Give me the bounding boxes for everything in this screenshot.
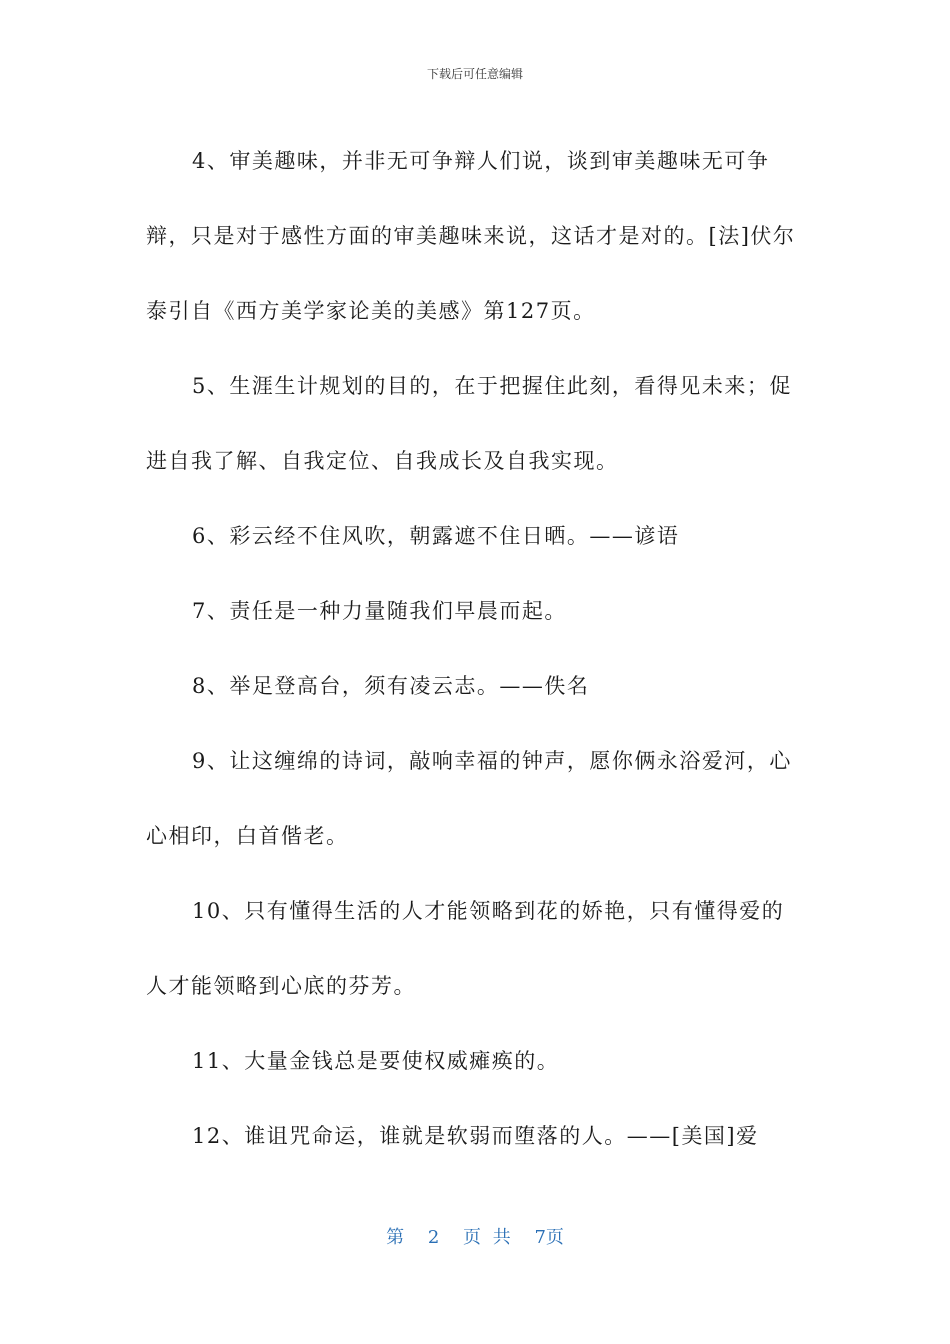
footer-current-page: 2 xyxy=(427,1227,440,1248)
footer-label-of: 页 共 xyxy=(463,1227,511,1248)
page-footer xyxy=(0,1226,950,1250)
page-header: 下载后可任意编辑 xyxy=(426,67,523,81)
paragraph-12: 12、谁诅咒命运，谁就是软弱而堕落的人。——[美国]爱 xyxy=(192,1124,759,1148)
paragraph-11: 11、大量金钱总是要使权威瘫痪的。 xyxy=(192,1049,560,1073)
footer-label-page: 第 xyxy=(386,1227,405,1248)
document-body xyxy=(146,124,806,1174)
paragraph-5: 5、生涯生计规划的目的，在于把握住此刻，看得见未来；促进自我了解、自我定位、自我成长及自我实现。 xyxy=(146,374,792,473)
paragraph-8: 8、举足登高台，须有凌云志。——佚名 xyxy=(192,674,590,698)
paragraph-10: 10、只有懂得生活的人才能领略到花的娇艳，只有懂得爱的人才能领略到心底的芬芳。 xyxy=(146,899,785,998)
paragraph-4: 4、审美趣味，并非无可争辩人们说，谈到审美趣味无可争辩，只是对于感性方面的审美趣味来说，这话才是对的。[法]伏尔泰引自《西方美学家论美的美感》第127页。 xyxy=(146,149,796,323)
paragraph-9: 9、让这缠绵的诗词，敲响幸福的钟声，愿你俩永浴爱河，心心相印，白首偕老。 xyxy=(146,749,792,848)
paragraph-7: 7、责任是一种力量随我们早晨而起。 xyxy=(192,599,567,623)
footer-total-pages: 7页 xyxy=(534,1227,564,1248)
paragraph-6: 6、彩云经不住风吹，朝露遮不住日晒。——谚语 xyxy=(192,524,680,548)
